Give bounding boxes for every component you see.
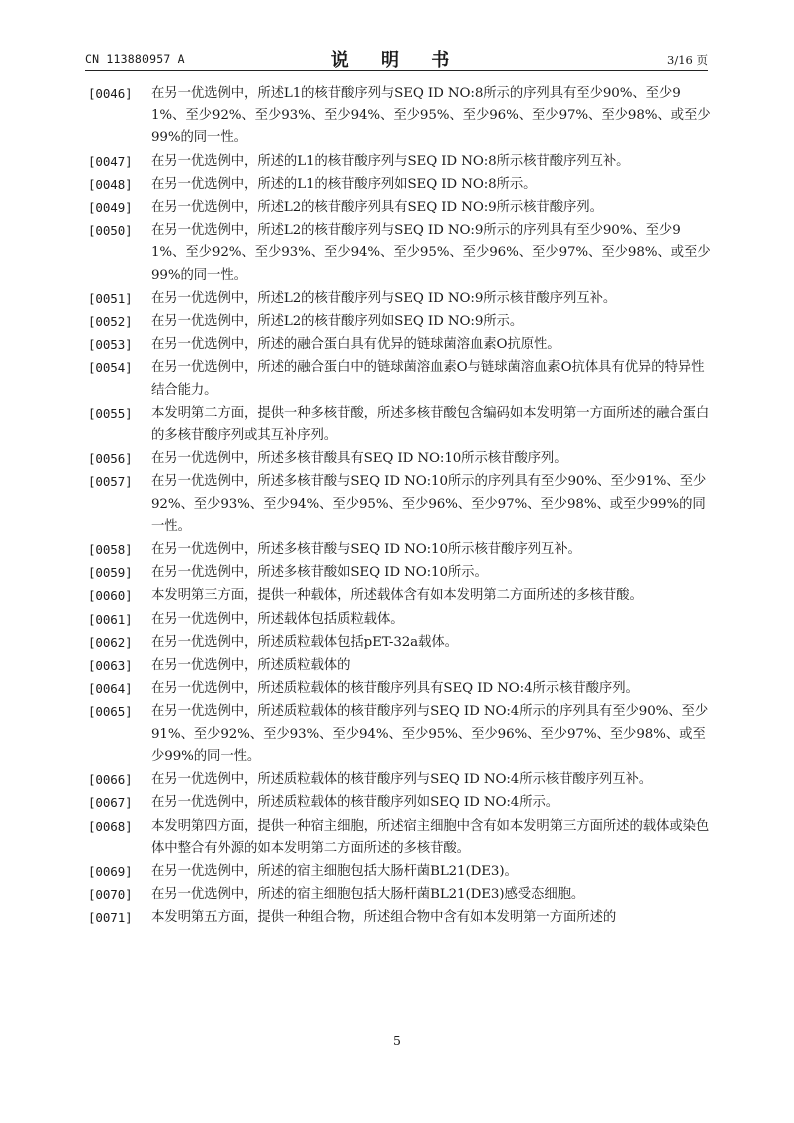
paragraph-number: [0063] <box>88 658 133 674</box>
paragraph-text: 在另一优选例中，所述质粒载体包括pET-32a载体。 <box>151 634 458 650</box>
paragraph-number: [0052] <box>88 314 133 330</box>
paragraph-number: [0071] <box>88 910 133 926</box>
paragraph-number: [0069] <box>88 863 133 879</box>
paragraph-text: 在另一优选例中，所述的L1的核苷酸序列如SEQ ID NO:8所示。 <box>151 176 537 192</box>
paragraph-text: 在另一优选例中，所述多核苷酸与SEQ ID NO:10所示的序列具有至少90%、至少91%、至少92%、至少93%、至少94%、至少95%、至少96%、至少97%、至少98%、或至少99%的同一性。 <box>151 474 707 534</box>
paragraph-number: [0053] <box>88 337 133 353</box>
paragraph <box>88 403 711 447</box>
paragraph <box>88 655 711 677</box>
paragraph-text: 在另一优选例中，所述质粒载体的核苷酸序列与SEQ ID NO:4所示核苷酸序列互补。 <box>151 772 653 788</box>
paragraph-text: 在另一优选例中，所述的宿主细胞包括大肠杆菌BL21(DE3)感受态细胞。 <box>151 887 585 903</box>
paragraph <box>88 334 711 356</box>
paragraph-number: [0068] <box>88 818 133 834</box>
paragraph <box>88 701 711 768</box>
document-body <box>88 83 711 931</box>
paragraph <box>88 907 711 929</box>
paragraph <box>88 471 711 538</box>
paragraph-number: [0058] <box>88 542 133 558</box>
paragraph-number: [0067] <box>88 795 133 811</box>
paragraph-text: 本发明第四方面，提供一种宿主细胞，所述宿主细胞中含有如本发明第三方面所述的载体或染色体中整合有外源的如本发明第二方面所述的多核苷酸。 <box>151 818 710 856</box>
paragraph-text: 本发明第二方面，提供一种多核苷酸，所述多核苷酸包含编码如本发明第一方面所述的融合蛋白的多核苷酸序列或其互补序列。 <box>151 405 710 444</box>
paragraph <box>88 197 711 219</box>
paragraph <box>88 792 711 814</box>
page-reference: 3/16 页 <box>667 53 708 67</box>
paragraph-number: [0064] <box>88 681 133 697</box>
paragraph-text: 在另一优选例中，所述L2的核苷酸序列具有SEQ ID NO:9所示核苷酸序列。 <box>151 200 603 216</box>
paragraph <box>88 609 711 631</box>
page-number: 5 <box>393 1033 401 1048</box>
paragraph <box>88 769 711 791</box>
paragraph <box>88 884 711 906</box>
paragraph-text: 在另一优选例中，所述质粒载体的 <box>151 658 351 674</box>
paragraph-number: [0056] <box>88 451 133 467</box>
paragraph-text: 在另一优选例中，所述L2的核苷酸序列与SEQ ID NO:9所示的序列具有至少90%、至少91%、至少92%、至少93%、至少94%、至少95%、至少96%、至少97%、至少98%、或至少99%的同一性。 <box>151 223 711 283</box>
paragraph <box>88 174 711 196</box>
paragraph <box>88 861 711 883</box>
document-title: 说 明 书 <box>330 50 463 71</box>
paragraph <box>88 288 711 310</box>
paragraph-number: [0059] <box>88 565 133 581</box>
paragraph-text: 本发明第五方面，提供一种组合物，所述组合物中含有如本发明第一方面所述的 <box>151 910 617 926</box>
paragraph-text: 在另一优选例中，所述质粒载体的核苷酸序列具有SEQ ID NO:4所示核苷酸序列。 <box>151 681 639 697</box>
paragraph-text: 在另一优选例中，所述的融合蛋白具有优异的链球菌溶血素O抗原性。 <box>151 337 561 353</box>
paragraph-text: 在另一优选例中，所述的融合蛋白中的链球菌溶血素O与链球菌溶血素O抗体具有优异的特异性结合能力。 <box>151 360 705 398</box>
paragraph-number: [0050] <box>88 223 133 239</box>
paragraph <box>88 151 711 173</box>
paragraph <box>88 539 711 561</box>
paragraph <box>88 448 711 470</box>
paragraph-text: 在另一优选例中，所述质粒载体的核苷酸序列与SEQ ID NO:4所示的序列具有至少90%、至少91%、至少92%、至少93%、至少94%、至少95%、至少96%、至少97%、至少98%、或至少99%的同一性。 <box>151 704 709 764</box>
paragraph-number: [0062] <box>88 634 133 650</box>
paragraph-text: 在另一优选例中，所述多核苷酸与SEQ ID NO:10所示核苷酸序列互补。 <box>151 542 581 558</box>
patent-number: CN 113880957 A <box>85 52 185 66</box>
paragraph-text: 在另一优选例中，所述质粒载体的核苷酸序列如SEQ ID NO:4所示。 <box>151 795 560 811</box>
paragraph-number: [0047] <box>88 153 133 169</box>
paragraph <box>88 678 711 700</box>
paragraph-number: [0051] <box>88 290 133 306</box>
paragraph-number: [0065] <box>88 704 133 720</box>
paragraph-number: [0060] <box>88 588 133 604</box>
paragraph-text: 在另一优选例中，所述多核苷酸如SEQ ID NO:10所示。 <box>151 565 488 581</box>
paragraph-text: 在另一优选例中，所述的宿主细胞包括大肠杆菌BL21(DE3)。 <box>151 863 518 879</box>
paragraph-number: [0054] <box>88 360 133 376</box>
paragraph-text: 在另一优选例中，所述多核苷酸具有SEQ ID NO:10所示核苷酸序列。 <box>151 451 568 467</box>
paragraph-text: 在另一优选例中，所述L2的核苷酸序列如SEQ ID NO:9所示。 <box>151 314 524 330</box>
paragraph-number: [0066] <box>88 772 133 788</box>
paragraph-text: 在另一优选例中，所述载体包括质粒载体。 <box>151 611 404 627</box>
paragraph <box>88 632 711 654</box>
paragraph-text: 本发明第三方面，提供一种载体，所述载体含有如本发明第二方面所述的多核苷酸。 <box>151 588 643 604</box>
paragraph-number: [0070] <box>88 887 133 903</box>
paragraph-number: [0061] <box>88 611 133 627</box>
paragraph <box>88 816 711 860</box>
page-header <box>85 48 708 71</box>
paragraph <box>88 585 711 607</box>
paragraph-number: [0046] <box>88 86 133 101</box>
paragraph-text: 在另一优选例中，所述的L1的核苷酸序列与SEQ ID NO:8所示核苷酸序列互补。 <box>151 153 630 169</box>
paragraph-text: 在另一优选例中，所述L2的核苷酸序列与SEQ ID NO:9所示核苷酸序列互补。 <box>151 290 617 306</box>
paragraph-number: [0048] <box>88 176 133 192</box>
paragraph <box>88 311 711 333</box>
paragraph-text: 在另一优选例中，所述L1的核苷酸序列与SEQ ID NO:8所示的序列具有至少90%、至少91%、至少92%、至少93%、至少94%、至少95%、至少96%、至少97%、至少98%、或至少99%的同一性。 <box>151 86 711 146</box>
paragraph <box>88 562 711 584</box>
paragraph-number: [0057] <box>88 474 133 490</box>
paragraph <box>88 220 711 287</box>
paragraph <box>88 357 711 401</box>
paragraph-number: [0049] <box>88 200 133 216</box>
paragraph <box>88 83 711 150</box>
paragraph-number: [0055] <box>88 405 133 421</box>
